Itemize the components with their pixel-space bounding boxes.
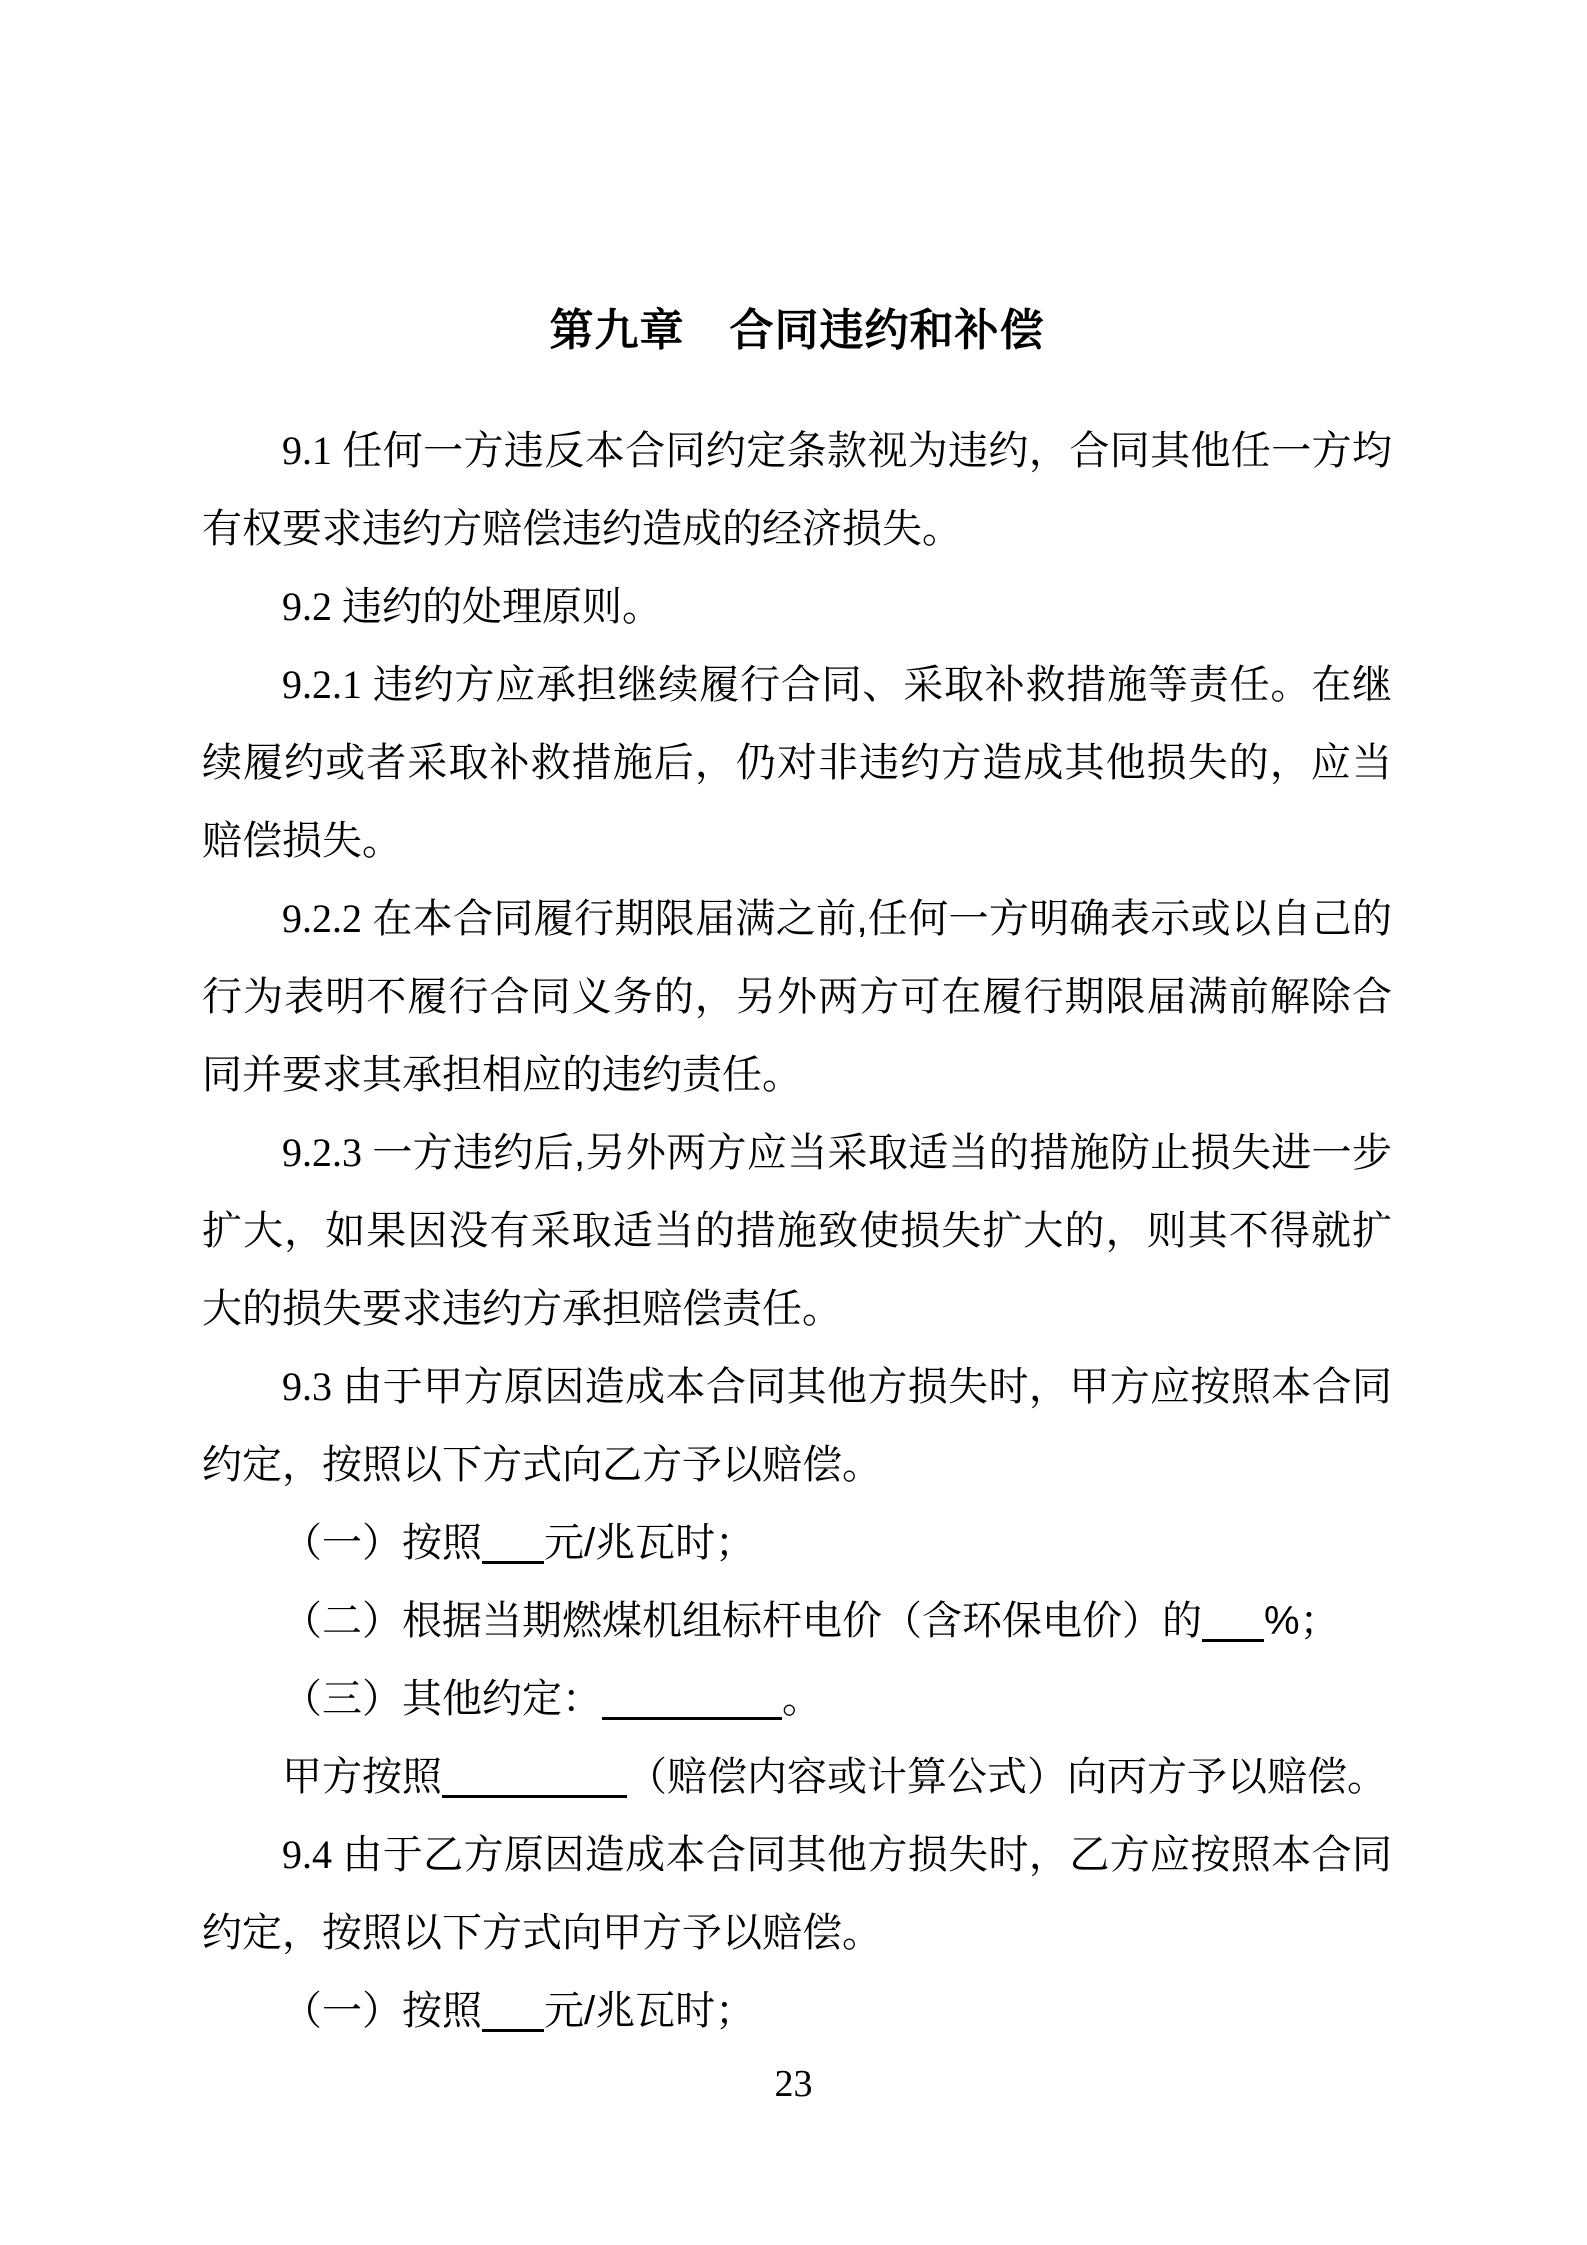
- clause-text: 任何一方违反本合同约定条款视为违约，合同其他任一方均有权要求违约方赔偿违约造成的经济损失。: [202, 429, 1393, 551]
- clause-text: 甲方按照: [282, 1755, 442, 1799]
- clause-number: 9.2: [282, 584, 342, 629]
- clause-text: （赔偿内容或计算公式）向丙方予以赔偿。: [627, 1755, 1387, 1799]
- clause-text: 在本合同履行期限届满之前,任何一方明确表示或以自己的行为表明不履行合同义务的，另外两方可在履行期限届满前解除合同并要求其承担相应的违约责任。: [202, 897, 1392, 1097]
- fill-in-blank: [482, 1999, 544, 2032]
- clause-text: （二）根据当期燃煤机组标杆电价（含环保电价）的: [282, 1599, 1202, 1643]
- clause-text: %；: [1264, 1599, 1340, 1643]
- clause-text: 违约的处理原则。: [342, 585, 662, 629]
- fill-in-blank: [1202, 1609, 1264, 1642]
- clause-paragraph: [202, 1660, 1392, 1738]
- clause-text: 由于乙方原因造成本合同其他方损失时，乙方应按照本合同约定，按照以下方式向甲方予以赔偿。: [202, 1833, 1393, 1955]
- fill-in-blank: [602, 1687, 782, 1720]
- clause-paragraph: [202, 646, 1392, 880]
- clause-text: 违约方应承担继续履行合同、采取补救措施等责任。在继续履约或者采取补救措施后，仍对非违约方造成其他损失的，应当赔偿损失。: [202, 663, 1393, 863]
- clause-paragraph: [202, 1816, 1392, 1972]
- fill-in-blank: [482, 1531, 544, 1564]
- clause-number: 9.2.3: [282, 1130, 373, 1175]
- clause-number: 9.3: [282, 1364, 343, 1409]
- clause-paragraph: [202, 568, 1392, 646]
- clause-text: （三）其他约定：: [282, 1677, 602, 1721]
- clause-text: 元/兆瓦时；: [544, 1521, 756, 1565]
- clause-text: 由于甲方原因造成本合同其他方损失时，甲方应按照本合同约定，按照以下方式向乙方予以赔偿。: [202, 1365, 1393, 1487]
- fill-in-blank: [442, 1765, 627, 1798]
- clause-number: 9.2.2: [282, 896, 373, 941]
- clause-number: 9.1: [282, 428, 343, 473]
- clause-paragraph: [202, 1504, 1392, 1582]
- clause-number: 9.4: [282, 1832, 343, 1877]
- chapter-title: 第九章 合同违约和补偿: [549, 306, 1045, 355]
- clause-paragraph: [202, 880, 1392, 1114]
- clause-paragraph: [202, 1114, 1392, 1348]
- clause-text: 元/兆瓦时；: [544, 1989, 756, 2033]
- clause-text: 。: [782, 1677, 822, 1721]
- page-content: [202, 306, 1392, 2050]
- clause-paragraph: [202, 412, 1392, 568]
- clause-text: 一方违约后,另外两方应当采取适当的措施防止损失进一步扩大，如果因没有采取适当的措施致使损失扩大的，则其不得就扩大的损失要求违约方承担赔偿责任。: [202, 1131, 1392, 1331]
- clause-paragraph: [202, 1972, 1392, 2050]
- clause-text: （一）按照: [282, 1989, 482, 2033]
- clause-number: 9.2.1: [282, 662, 373, 707]
- clause-paragraph: [202, 1348, 1392, 1504]
- page-number: 23: [774, 2063, 813, 2105]
- clause-text: （一）按照: [282, 1521, 482, 1565]
- clause-paragraph: [202, 1738, 1392, 1816]
- document-body: [202, 412, 1392, 2050]
- clause-paragraph: [202, 1582, 1392, 1660]
